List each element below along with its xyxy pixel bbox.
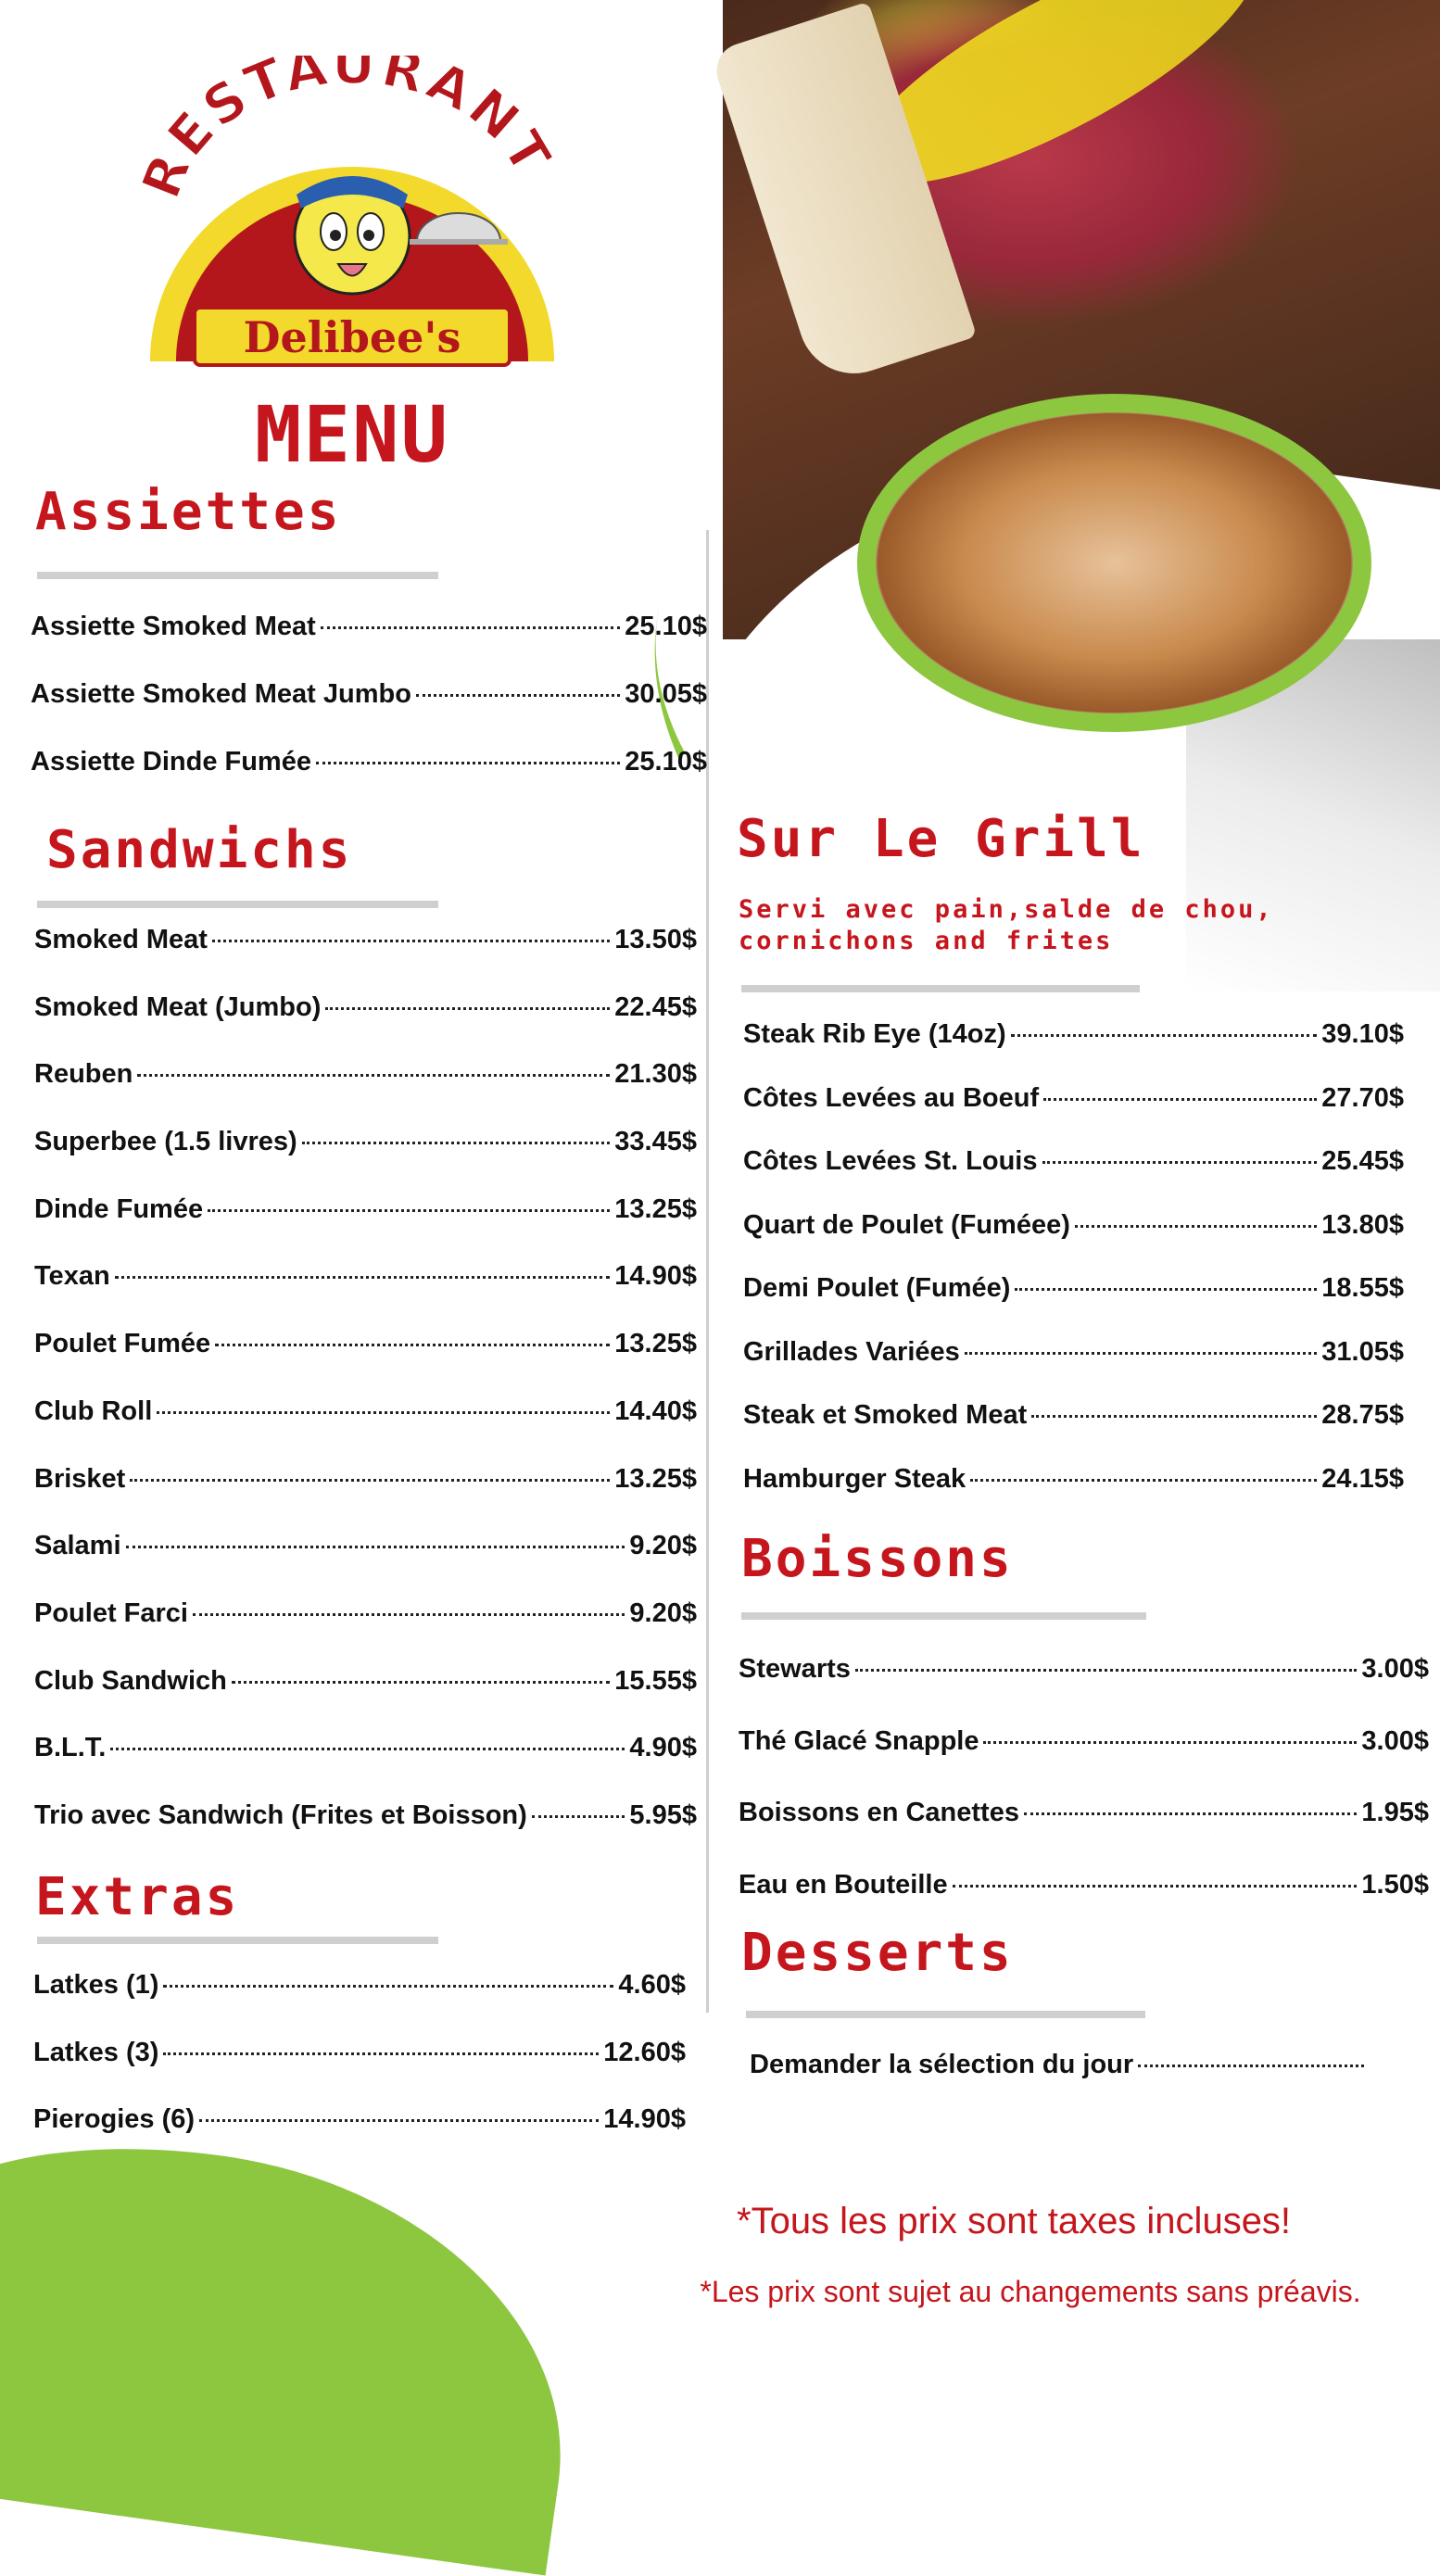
menu-item (34, 1733, 697, 1800)
item-name: Brisket (34, 1463, 126, 1494)
leader-dots (983, 1741, 1357, 1744)
item-price: 33.45$ (614, 1127, 697, 1157)
item-name: Grillades Variées (743, 1336, 960, 1367)
section-title-extras: Extras (35, 1867, 240, 1927)
item-price: 14.40$ (614, 1395, 697, 1426)
item-name: Salami (34, 1531, 121, 1561)
item-price: 4.90$ (629, 1733, 697, 1763)
leader-dots (110, 1748, 625, 1750)
menu-item (34, 1127, 697, 1194)
item-name: Demander la sélection du jour (750, 2050, 1134, 2079)
menu-item (743, 1337, 1404, 1401)
item-name: Quart de Poulet (Fuméee) (743, 1209, 1070, 1240)
section-rule (741, 985, 1140, 992)
leader-dots (130, 1479, 610, 1482)
item-price: 3.00$ (1361, 1654, 1429, 1684)
item-name: Pierogies (6) (33, 2104, 196, 2134)
item-price: 25.10$ (625, 612, 707, 641)
leader-dots (115, 1276, 611, 1279)
item-price: 21.30$ (614, 1059, 697, 1090)
item-price: 9.20$ (629, 1531, 697, 1561)
item-name: Thé Glacé Snapple (739, 1725, 979, 1756)
item-name: Stewarts (739, 1654, 851, 1684)
item-price: 25.45$ (1321, 1146, 1404, 1176)
item-price: 27.70$ (1321, 1082, 1404, 1113)
leader-dots (532, 1815, 625, 1818)
section-title-assiettes: Assiettes (35, 482, 342, 542)
leader-dots (1043, 1098, 1317, 1101)
leader-dots (163, 1985, 613, 1988)
menu-item (33, 2104, 686, 2172)
logo-name: Delibee's (243, 312, 461, 362)
item-price: 18.55$ (1321, 1273, 1404, 1303)
item-price: 14.90$ (614, 1261, 697, 1292)
item-price: 25.10$ (625, 747, 707, 777)
section-title-grill: Sur Le Grill (737, 809, 1145, 869)
item-name: Superbee (1.5 livres) (34, 1127, 297, 1157)
item-price: 28.75$ (1321, 1400, 1404, 1430)
item-name: Poulet Fumée (34, 1329, 211, 1359)
item-name: Texan (34, 1261, 110, 1292)
item-price: 15.55$ (614, 1665, 697, 1696)
leader-dots (215, 1344, 610, 1346)
sandwichs-list (34, 925, 697, 1868)
section-rule (746, 2011, 1145, 2018)
leader-dots (302, 1142, 611, 1144)
item-price: 12.60$ (603, 2037, 686, 2067)
menu-item (34, 925, 697, 992)
menu-item (34, 1531, 697, 1598)
item-name: Latkes (1) (33, 1970, 159, 2000)
menu-item (31, 747, 707, 814)
menu-item (31, 679, 707, 747)
item-price: 13.25$ (614, 1329, 697, 1359)
item-price: 24.15$ (1321, 1463, 1404, 1494)
green-corner-decor (0, 2113, 597, 2575)
item-name: Latkes (3) (33, 2037, 159, 2067)
extras-list (33, 1970, 686, 2172)
item-price: 13.80$ (1321, 1209, 1404, 1240)
menu-item (743, 1083, 1404, 1147)
section-title-sandwichs: Sandwichs (46, 820, 353, 880)
leader-dots (1042, 1161, 1318, 1164)
leader-dots (316, 762, 620, 764)
price-change-note: *Les prix sont sujet au changements sans préavis. (700, 2275, 1361, 2308)
item-name: Smoked Meat (34, 925, 208, 954)
leader-dots (1024, 1812, 1357, 1815)
leader-dots (232, 1681, 610, 1684)
boissons-list (739, 1654, 1429, 1941)
taxes-note: *Tous les prix sont taxes incluses! (737, 2201, 1292, 2241)
leader-dots (1075, 1225, 1317, 1228)
menu-item (34, 1329, 697, 1396)
item-price: 22.45$ (614, 991, 697, 1022)
leader-dots (965, 1352, 1318, 1355)
leader-dots (199, 2119, 599, 2122)
menu-item (34, 1194, 697, 1262)
item-price: 39.10$ (1321, 1019, 1404, 1049)
leader-dots (137, 1074, 610, 1077)
grill-subtitle-line2: cornichons and frites (739, 927, 1114, 955)
menu-item (750, 2050, 1369, 2105)
leader-dots (970, 1479, 1317, 1482)
item-price: 13.25$ (614, 1463, 697, 1494)
menu-item (739, 1726, 1429, 1799)
leader-dots (208, 1209, 610, 1212)
section-rule (37, 1937, 438, 1944)
leader-dots (855, 1669, 1358, 1672)
item-name: Côtes Levées St. Louis (743, 1146, 1038, 1176)
menu-item (34, 1059, 697, 1127)
section-title-boissons: Boissons (741, 1529, 1014, 1589)
item-name: Assiette Smoked Meat Jumbo (31, 679, 411, 709)
item-name: Dinde Fumée (34, 1193, 204, 1224)
item-price: 31.05$ (1321, 1336, 1404, 1367)
item-name: B.L.T. (34, 1733, 107, 1763)
menu-item (739, 1654, 1429, 1726)
section-rule (741, 1612, 1146, 1620)
leader-dots (416, 694, 620, 697)
menu-item (34, 1598, 697, 1666)
leader-dots (157, 1411, 610, 1414)
item-price: 13.25$ (614, 1193, 697, 1224)
leader-dots (1015, 1288, 1317, 1291)
item-name: Steak et Smoked Meat (743, 1400, 1028, 1430)
item-price: 5.95$ (629, 1799, 697, 1830)
item-price: 13.50$ (614, 925, 697, 954)
menu-title: MENU (254, 389, 450, 480)
item-name: Demi Poulet (Fumée) (743, 1273, 1011, 1303)
item-price: 1.95$ (1361, 1798, 1429, 1827)
leader-dots (1011, 1034, 1318, 1037)
leader-dots (321, 626, 620, 629)
assiettes-list (31, 612, 707, 814)
item-name: Smoked Meat (Jumbo) (34, 991, 322, 1022)
item-price: 3.00$ (1361, 1725, 1429, 1756)
menu-item (34, 1261, 697, 1329)
grilled-chicken-photo (876, 412, 1353, 713)
desserts-list (750, 2050, 1369, 2105)
menu-item (743, 1464, 1404, 1528)
grill-subtitle (739, 894, 1274, 957)
menu-item (34, 1800, 697, 1868)
section-title-desserts: Desserts (741, 1923, 1014, 1983)
item-price: 4.60$ (618, 1970, 686, 2000)
item-name: Assiette Dinde Fumée (31, 747, 311, 777)
leader-dots (193, 1613, 625, 1616)
grill-list (743, 1019, 1404, 1527)
section-rule (37, 572, 438, 579)
item-price: 30.05$ (625, 679, 707, 709)
menu-item (743, 1019, 1404, 1083)
logo-arc-text: ESTAURANT (155, 56, 565, 188)
item-name: Eau en Bouteille (739, 1869, 948, 1900)
item-name: Hamburger Steak (743, 1463, 966, 1494)
item-name: Steak Rib Eye (14oz) (743, 1019, 1006, 1049)
menu-item (34, 992, 697, 1060)
menu-item (33, 1970, 686, 2038)
menu-item (743, 1146, 1404, 1210)
menu-item (34, 1396, 697, 1464)
menu-item (34, 1666, 697, 1734)
item-name: Assiette Smoked Meat (31, 612, 316, 641)
restaurant-logo (139, 56, 565, 371)
item-name: Côtes Levées au Boeuf (743, 1082, 1040, 1113)
item-name: Club Roll (34, 1395, 153, 1426)
item-price: 1.50$ (1361, 1869, 1429, 1900)
leader-dots (126, 1546, 625, 1548)
leader-dots (1138, 2065, 1364, 2067)
leader-dots (1031, 1415, 1317, 1418)
item-name: Club Sandwich (34, 1665, 227, 1696)
leader-dots (163, 2052, 599, 2055)
menu-item (34, 1464, 697, 1532)
item-price: 9.20$ (629, 1597, 697, 1628)
menu-item (743, 1273, 1404, 1337)
item-name: Reuben (34, 1059, 133, 1090)
item-name: Boissons en Canettes (739, 1798, 1019, 1827)
leader-dots (953, 1885, 1358, 1888)
leader-dots (325, 1007, 610, 1010)
leader-dots (212, 940, 610, 942)
menu-item (743, 1210, 1404, 1274)
item-name: Trio avec Sandwich (Frites et Boisson) (34, 1799, 527, 1830)
grill-subtitle-line1: Servi avec pain,salde de chou, (739, 895, 1274, 924)
menu-item (33, 2038, 686, 2105)
section-rule (37, 901, 438, 908)
menu-item (739, 1798, 1429, 1870)
menu-item (31, 612, 707, 679)
item-price: 14.90$ (603, 2104, 686, 2134)
item-name: Poulet Farci (34, 1597, 188, 1628)
menu-item (743, 1400, 1404, 1464)
